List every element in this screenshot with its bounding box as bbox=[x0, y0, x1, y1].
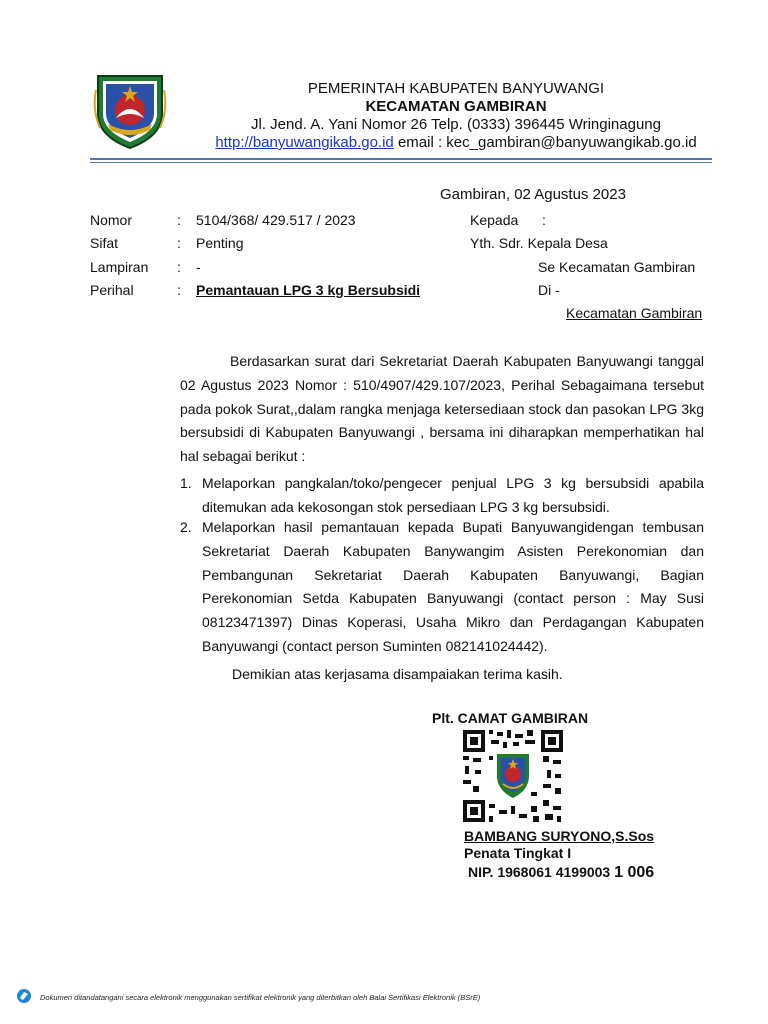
lampiran-label: Lampiran bbox=[90, 259, 149, 275]
signatory-name: BAMBANG SURYONO,S.Sos bbox=[464, 828, 655, 844]
recipient-kecamatan: Kecamatan Gambiran bbox=[566, 305, 703, 321]
letterhead-contact bbox=[200, 134, 712, 151]
nip-suffix: 1 006 bbox=[614, 864, 655, 881]
letterhead-address: Jl. Jend. A. Yani Nomor 26 Telp. (0333) 396445 Wringinagung bbox=[251, 116, 661, 133]
letterhead-district: KECAMATAN GAMBIRAN bbox=[365, 98, 547, 115]
list-item bbox=[180, 472, 704, 520]
body-paragraph: Berdasarkan surat dari Sekretariat Daerah Kabupaten Banyuwangi tanggal 02 Agustus 2023 Nomor : 510/4907/429.107/2023, Perihal Sebagaimana tersebut pada pokok Surat,,dalam rangka menjaga ketersediaan stock dan pasokan LPG 3kg bersubsidi di Kabupaten Banyuwangi , bersama ini diharapkan memperhatikan hal hal sebagai berikut : bbox=[180, 353, 704, 465]
nip-prefix: NIP. 1968061 4199003 bbox=[468, 864, 615, 880]
list-item-number: 1. bbox=[180, 475, 192, 491]
letterhead-rule-thin bbox=[90, 162, 712, 163]
recipient-kepada: Kepada bbox=[470, 212, 519, 228]
nomor-colon: : bbox=[177, 212, 181, 228]
signatory-title: Plt. CAMAT GAMBIRAN bbox=[432, 710, 589, 726]
signatory-nip bbox=[468, 864, 654, 882]
lampiran-colon: : bbox=[177, 259, 181, 275]
sifat-label: Sifat bbox=[90, 235, 119, 251]
signatory-rank: Penata Tingkat I bbox=[464, 845, 572, 861]
nomor-label: Nomor bbox=[90, 212, 133, 228]
list-item bbox=[180, 516, 704, 659]
sifat-value: Penting bbox=[196, 235, 244, 251]
letter-date: Gambiran, 02 Agustus 2023 bbox=[440, 186, 626, 203]
recipient-se: Se Kecamatan Gambiran bbox=[538, 259, 696, 275]
sifat-colon: : bbox=[177, 235, 181, 251]
recipient-colon: : bbox=[542, 212, 546, 228]
perihal-colon: : bbox=[177, 282, 181, 298]
lampiran-value: - bbox=[196, 259, 201, 275]
letterhead-government: PEMERINTAH KABUPATEN BANYUWANGI bbox=[307, 80, 605, 97]
list-item-text: Melaporkan hasil pemantauan kepada Bupati Banyuwangidengan tembusan Sekretariat Daerah Kabupaten Banywangim Asisten Perekonomian dan Pembangunan Sekretariat Daerah Kabupaten Banyuwangi, Bagian Perekonomian Setda Kabupaten Banyuwangi (contact person : May Susi 08123471397) Dinas Koperasi, Usaha Mikro dan Perdagangan Kabupaten Banyuwangi (contact person Suminten 082141024442). bbox=[202, 519, 704, 654]
nomor-value: 5104/368/ 429.517 / 2023 bbox=[196, 212, 356, 228]
bsre-icon bbox=[16, 988, 32, 1004]
footer-notice: Dokumen ditandatangani secara elektronik menggunakan sertifikat elektronik yang diterbitkan oleh Balai Sertifikasi Elektronik (BSrE) bbox=[40, 993, 481, 1002]
recipient-yth: Yth. Sdr. Kepala Desa bbox=[470, 235, 608, 251]
website-link[interactable]: http://banyuwangikab.go.id bbox=[215, 134, 394, 151]
banyuwangi-emblem-icon bbox=[90, 70, 170, 150]
email-text: email : kec_gambiran@banyuwangikab.go.id bbox=[393, 134, 697, 151]
perihal-value: Pemantauan LPG 3 kg Bersubsidi bbox=[196, 282, 421, 298]
closing-text: Demikian atas kerjasama disampaiakan terima kasih. bbox=[232, 666, 563, 682]
recipient-di: Di - bbox=[538, 282, 560, 298]
qr-code-icon bbox=[463, 730, 563, 822]
letterhead-rule bbox=[90, 158, 712, 160]
perihal-label: Perihal bbox=[90, 282, 134, 298]
list-item-number: 2. bbox=[180, 519, 192, 535]
list-item-text: Melaporkan pangkalan/toko/pengecer penjual LPG 3 kg bersubsidi apabila ditemukan ada kekosongan stok persediaan LPG 3 kg bersubsidi. bbox=[202, 475, 704, 515]
